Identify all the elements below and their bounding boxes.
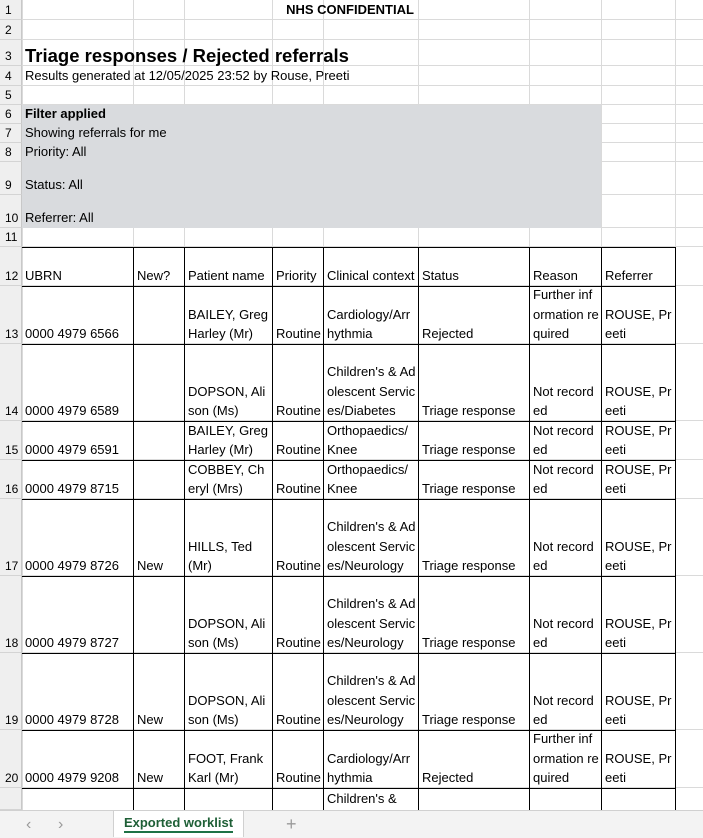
table-cell-text: Orthopaedics/Knee	[327, 422, 408, 457]
table-cell-text: Children's & Adolescent Services/Neurology	[327, 596, 416, 650]
banner-cell[interactable]	[22, 0, 703, 20]
table-cell-text: New	[137, 711, 164, 727]
table-cell[interactable]	[529, 653, 602, 731]
table-cell-text: Not recorded	[533, 538, 594, 573]
row-header[interactable]: 1	[0, 0, 22, 20]
column-header-text: Priority	[276, 267, 317, 283]
table-cell-text: Triage response	[422, 441, 516, 457]
table-cell-text: Further information required	[533, 731, 599, 785]
table-cell[interactable]	[418, 788, 530, 810]
table-cell[interactable]	[418, 344, 530, 422]
table-cell-text: COBBEY, Cheryl (Mrs)	[188, 461, 265, 496]
table-cell-text: 0000 4979 8727	[25, 634, 119, 650]
table-cell[interactable]	[133, 286, 185, 345]
table-cell[interactable]	[601, 499, 676, 577]
table-cell[interactable]	[272, 576, 324, 654]
table-cell[interactable]	[601, 421, 676, 461]
column-header[interactable]	[323, 247, 419, 287]
table-cell[interactable]	[601, 460, 676, 500]
filter-line[interactable]	[22, 195, 601, 228]
filter-line-text: Priority: All	[25, 143, 87, 159]
table-cell-text: BAILEY, Greg Harley (Mr)	[188, 422, 268, 457]
table-cell[interactable]	[529, 788, 602, 810]
table-cell[interactable]	[133, 788, 185, 810]
table-cell[interactable]	[133, 421, 185, 461]
column-header[interactable]	[601, 247, 676, 287]
table-cell[interactable]	[272, 499, 324, 577]
chevron-right-icon[interactable]: ›	[58, 816, 64, 833]
row-header[interactable]: 10	[0, 195, 22, 228]
table-cell[interactable]	[272, 788, 324, 810]
chevron-left-icon[interactable]: ‹	[26, 816, 32, 833]
table-cell-text: Rejected	[422, 325, 474, 341]
table-cell[interactable]	[184, 499, 273, 577]
table-cell-text: 0000 4979 8715	[25, 480, 119, 496]
table-cell-text: Not recorded	[533, 383, 594, 418]
table-cell-text: New	[137, 769, 164, 785]
column-header-text: Reason	[533, 267, 578, 283]
table-cell-text: ROUSE, Preeti	[605, 383, 672, 418]
banner-cell-text: NHS CONFIDENTIAL	[286, 1, 414, 17]
filter-line-text: Showing referrals for me	[25, 124, 167, 140]
table-cell[interactable]	[272, 286, 324, 345]
table-cell-text: 0000 4979 8726	[25, 557, 119, 573]
table-cell-text: 0000 4979 6591	[25, 441, 119, 457]
table-cell-text: Orthopaedics/Knee	[327, 461, 408, 496]
table-cell[interactable]	[22, 421, 134, 461]
table-cell[interactable]	[323, 421, 419, 461]
generated-info[interactable]	[22, 66, 702, 86]
table-cell[interactable]	[529, 286, 602, 345]
table-cell-text: Not recorded	[533, 461, 594, 496]
table-cell[interactable]	[184, 344, 273, 422]
row-header[interactable]: 16	[0, 460, 22, 499]
table-cell[interactable]	[133, 460, 185, 500]
table-cell-text: Further information required	[533, 287, 599, 341]
column-header-text: UBRN	[25, 267, 62, 283]
table-cell[interactable]	[133, 344, 185, 422]
table-cell[interactable]	[601, 788, 676, 810]
filter-line[interactable]	[22, 124, 601, 143]
table-cell-text: Routine	[276, 325, 321, 341]
column-header-text: Clinical context	[327, 267, 415, 283]
page-title[interactable]	[22, 40, 702, 66]
sheet-tab-label: Exported worklist	[124, 815, 233, 833]
table-cell-text: Children's & Adolescent Services/Diabetes	[327, 364, 416, 418]
table-cell[interactable]	[184, 788, 273, 810]
table-cell-text: ROUSE, Preeti	[605, 750, 672, 785]
table-cell[interactable]	[418, 286, 530, 345]
row-header[interactable]: 12	[0, 247, 22, 286]
table-cell-text: Cardiology/Arrhythmia	[327, 750, 411, 785]
filter-line[interactable]	[22, 143, 601, 162]
column-header[interactable]	[184, 247, 273, 287]
filter-heading[interactable]	[22, 105, 601, 124]
table-cell-text: Children's &	[327, 791, 397, 806]
column-header-text: New?	[137, 267, 171, 283]
table-cell[interactable]	[184, 286, 273, 345]
table-cell[interactable]	[22, 788, 134, 810]
table-cell-text: ROUSE, Preeti	[605, 306, 672, 341]
table-cell[interactable]	[22, 499, 134, 577]
generated-info-text: Results generated at 12/05/2025 23:52 by Rouse, Preeti	[25, 67, 350, 83]
table-cell[interactable]	[323, 653, 419, 731]
table-cell-text: DOPSON, Alison (Ms)	[188, 383, 266, 418]
table-cell[interactable]	[529, 460, 602, 500]
table-cell[interactable]	[418, 730, 530, 789]
table-cell[interactable]	[22, 730, 134, 789]
table-cell[interactable]	[529, 730, 602, 789]
table-cell-text: Children's & Adolescent Services/Neurology	[327, 519, 416, 573]
sheet-tab-exported-worklist[interactable]	[113, 811, 244, 837]
table-cell-text: 0000 4979 6589	[25, 402, 119, 418]
filter-line-text: Referrer: All	[25, 209, 94, 225]
row-header[interactable]: 8	[0, 143, 22, 162]
filter-line[interactable]	[22, 162, 601, 195]
table-cell-text: Triage response	[422, 634, 516, 650]
table-cell-text: DOPSON, Alison (Ms)	[188, 615, 266, 650]
column-header-text: Status	[422, 267, 459, 283]
table-cell-text: Not recorded	[533, 692, 594, 727]
table-cell[interactable]	[184, 421, 273, 461]
table-cell-text: FOOT, Frank Karl (Mr)	[188, 750, 264, 785]
table-cell[interactable]	[418, 499, 530, 577]
table-cell[interactable]	[133, 576, 185, 654]
table-cell[interactable]	[323, 730, 419, 789]
row-header[interactable]: 15	[0, 421, 22, 460]
table-cell[interactable]	[184, 730, 273, 789]
table-cell[interactable]	[22, 460, 134, 500]
filter-line-text: Status: All	[25, 176, 83, 192]
filter-heading-text: Filter applied	[25, 105, 106, 121]
table-cell[interactable]	[272, 421, 324, 461]
table-cell-text: Triage response	[422, 557, 516, 573]
table-cell[interactable]	[22, 576, 134, 654]
table-cell-text: BAILEY, Greg Harley (Mr)	[188, 306, 268, 341]
table-cell-text: ROUSE, Preeti	[605, 422, 672, 457]
table-cell-text: Children's & Adolescent Services/Neurology	[327, 673, 416, 727]
table-cell[interactable]	[133, 653, 185, 731]
table-cell[interactable]	[601, 286, 676, 345]
row-header[interactable]: 9	[0, 162, 22, 195]
column-header-text: Patient name	[188, 267, 265, 283]
table-cell[interactable]	[22, 653, 134, 731]
table-cell-text: HILLS, Ted (Mr)	[188, 538, 253, 573]
table-cell-text: Triage response	[422, 480, 516, 496]
row-header[interactable]: 5	[0, 86, 22, 105]
table-cell-text: ROUSE, Preeti	[605, 461, 672, 496]
sheet-tab-bar	[0, 810, 703, 838]
column-header[interactable]	[529, 247, 602, 287]
table-cell[interactable]	[272, 730, 324, 789]
table-cell-text: Routine	[276, 480, 321, 496]
table-cell[interactable]	[601, 730, 676, 789]
table-cell[interactable]	[529, 421, 602, 461]
table-cell[interactable]	[184, 653, 273, 731]
column-header[interactable]	[22, 247, 134, 287]
table-cell-text: DOPSON, Alison (Ms)	[188, 692, 266, 727]
table-cell[interactable]	[323, 286, 419, 345]
table-cell-text: Cardiology/Arrhythmia	[327, 306, 411, 341]
table-cell-text: Routine	[276, 634, 321, 650]
row-header[interactable]: 7	[0, 124, 22, 143]
table-cell-text: Triage response	[422, 402, 516, 418]
table-cell[interactable]	[272, 460, 324, 500]
table-cell[interactable]	[184, 576, 273, 654]
table-cell[interactable]	[529, 499, 602, 577]
row-header[interactable]: 3	[0, 40, 22, 66]
table-cell-text: ROUSE, Preeti	[605, 692, 672, 727]
row-header[interactable]: 6	[0, 105, 22, 124]
row-header[interactable]: 17	[0, 499, 22, 576]
row-header[interactable]: 2	[0, 20, 22, 40]
column-header[interactable]	[418, 247, 530, 287]
table-cell-text: Rejected	[422, 769, 474, 785]
row-header[interactable]: 4	[0, 66, 22, 86]
table-cell[interactable]	[418, 460, 530, 500]
table-cell[interactable]	[133, 499, 185, 577]
table-cell-text: ROUSE, Preeti	[605, 615, 672, 650]
table-cell-text: Routine	[276, 769, 321, 785]
row-header[interactable]: 11	[0, 228, 22, 247]
column-header[interactable]	[133, 247, 185, 287]
table-cell[interactable]	[601, 344, 676, 422]
table-cell[interactable]	[529, 344, 602, 422]
row-header[interactable]: 14	[0, 344, 22, 421]
page-title-text: Triage responses / Rejected referrals	[25, 44, 349, 66]
table-cell[interactable]	[22, 344, 134, 422]
row-header	[0, 788, 22, 810]
table-cell[interactable]	[272, 653, 324, 731]
table-cell-text: 0000 4979 9208	[25, 769, 119, 785]
table-cell-text: Triage response	[422, 711, 516, 727]
table-cell-text: Routine	[276, 557, 321, 573]
table-cell[interactable]	[418, 576, 530, 654]
plus-icon[interactable]: +	[286, 814, 297, 834]
table-cell[interactable]	[272, 344, 324, 422]
table-cell-text: ROUSE, Preeti	[605, 538, 672, 573]
table-cell[interactable]	[323, 344, 419, 422]
row-header[interactable]: 20	[0, 730, 22, 788]
table-cell-text: Routine	[276, 402, 321, 418]
table-cell-text: 0000 4979 6566	[25, 325, 119, 341]
row-header[interactable]: 13	[0, 286, 22, 344]
table-cell-text: New	[137, 557, 164, 573]
table-cell-text: Not recorded	[533, 422, 594, 457]
column-header[interactable]	[272, 247, 324, 287]
table-cell[interactable]	[418, 421, 530, 461]
table-cell[interactable]	[418, 653, 530, 731]
table-cell[interactable]	[22, 286, 134, 345]
table-cell-text: Not recorded	[533, 615, 594, 650]
row-header[interactable]: 18	[0, 576, 22, 653]
table-cell[interactable]	[323, 576, 419, 654]
table-cell[interactable]	[184, 460, 273, 500]
table-cell[interactable]	[323, 499, 419, 577]
table-cell[interactable]	[133, 730, 185, 789]
table-cell[interactable]	[601, 576, 676, 654]
table-cell-text: Routine	[276, 441, 321, 457]
row-header[interactable]: 19	[0, 653, 22, 730]
column-header-text: Referrer	[605, 267, 653, 283]
table-cell[interactable]	[323, 788, 419, 810]
table-cell-text: 0000 4979 8728	[25, 711, 119, 727]
table-cell[interactable]	[601, 653, 676, 731]
table-cell-text: Routine	[276, 711, 321, 727]
table-cell[interactable]	[529, 576, 602, 654]
table-cell[interactable]	[323, 460, 419, 500]
